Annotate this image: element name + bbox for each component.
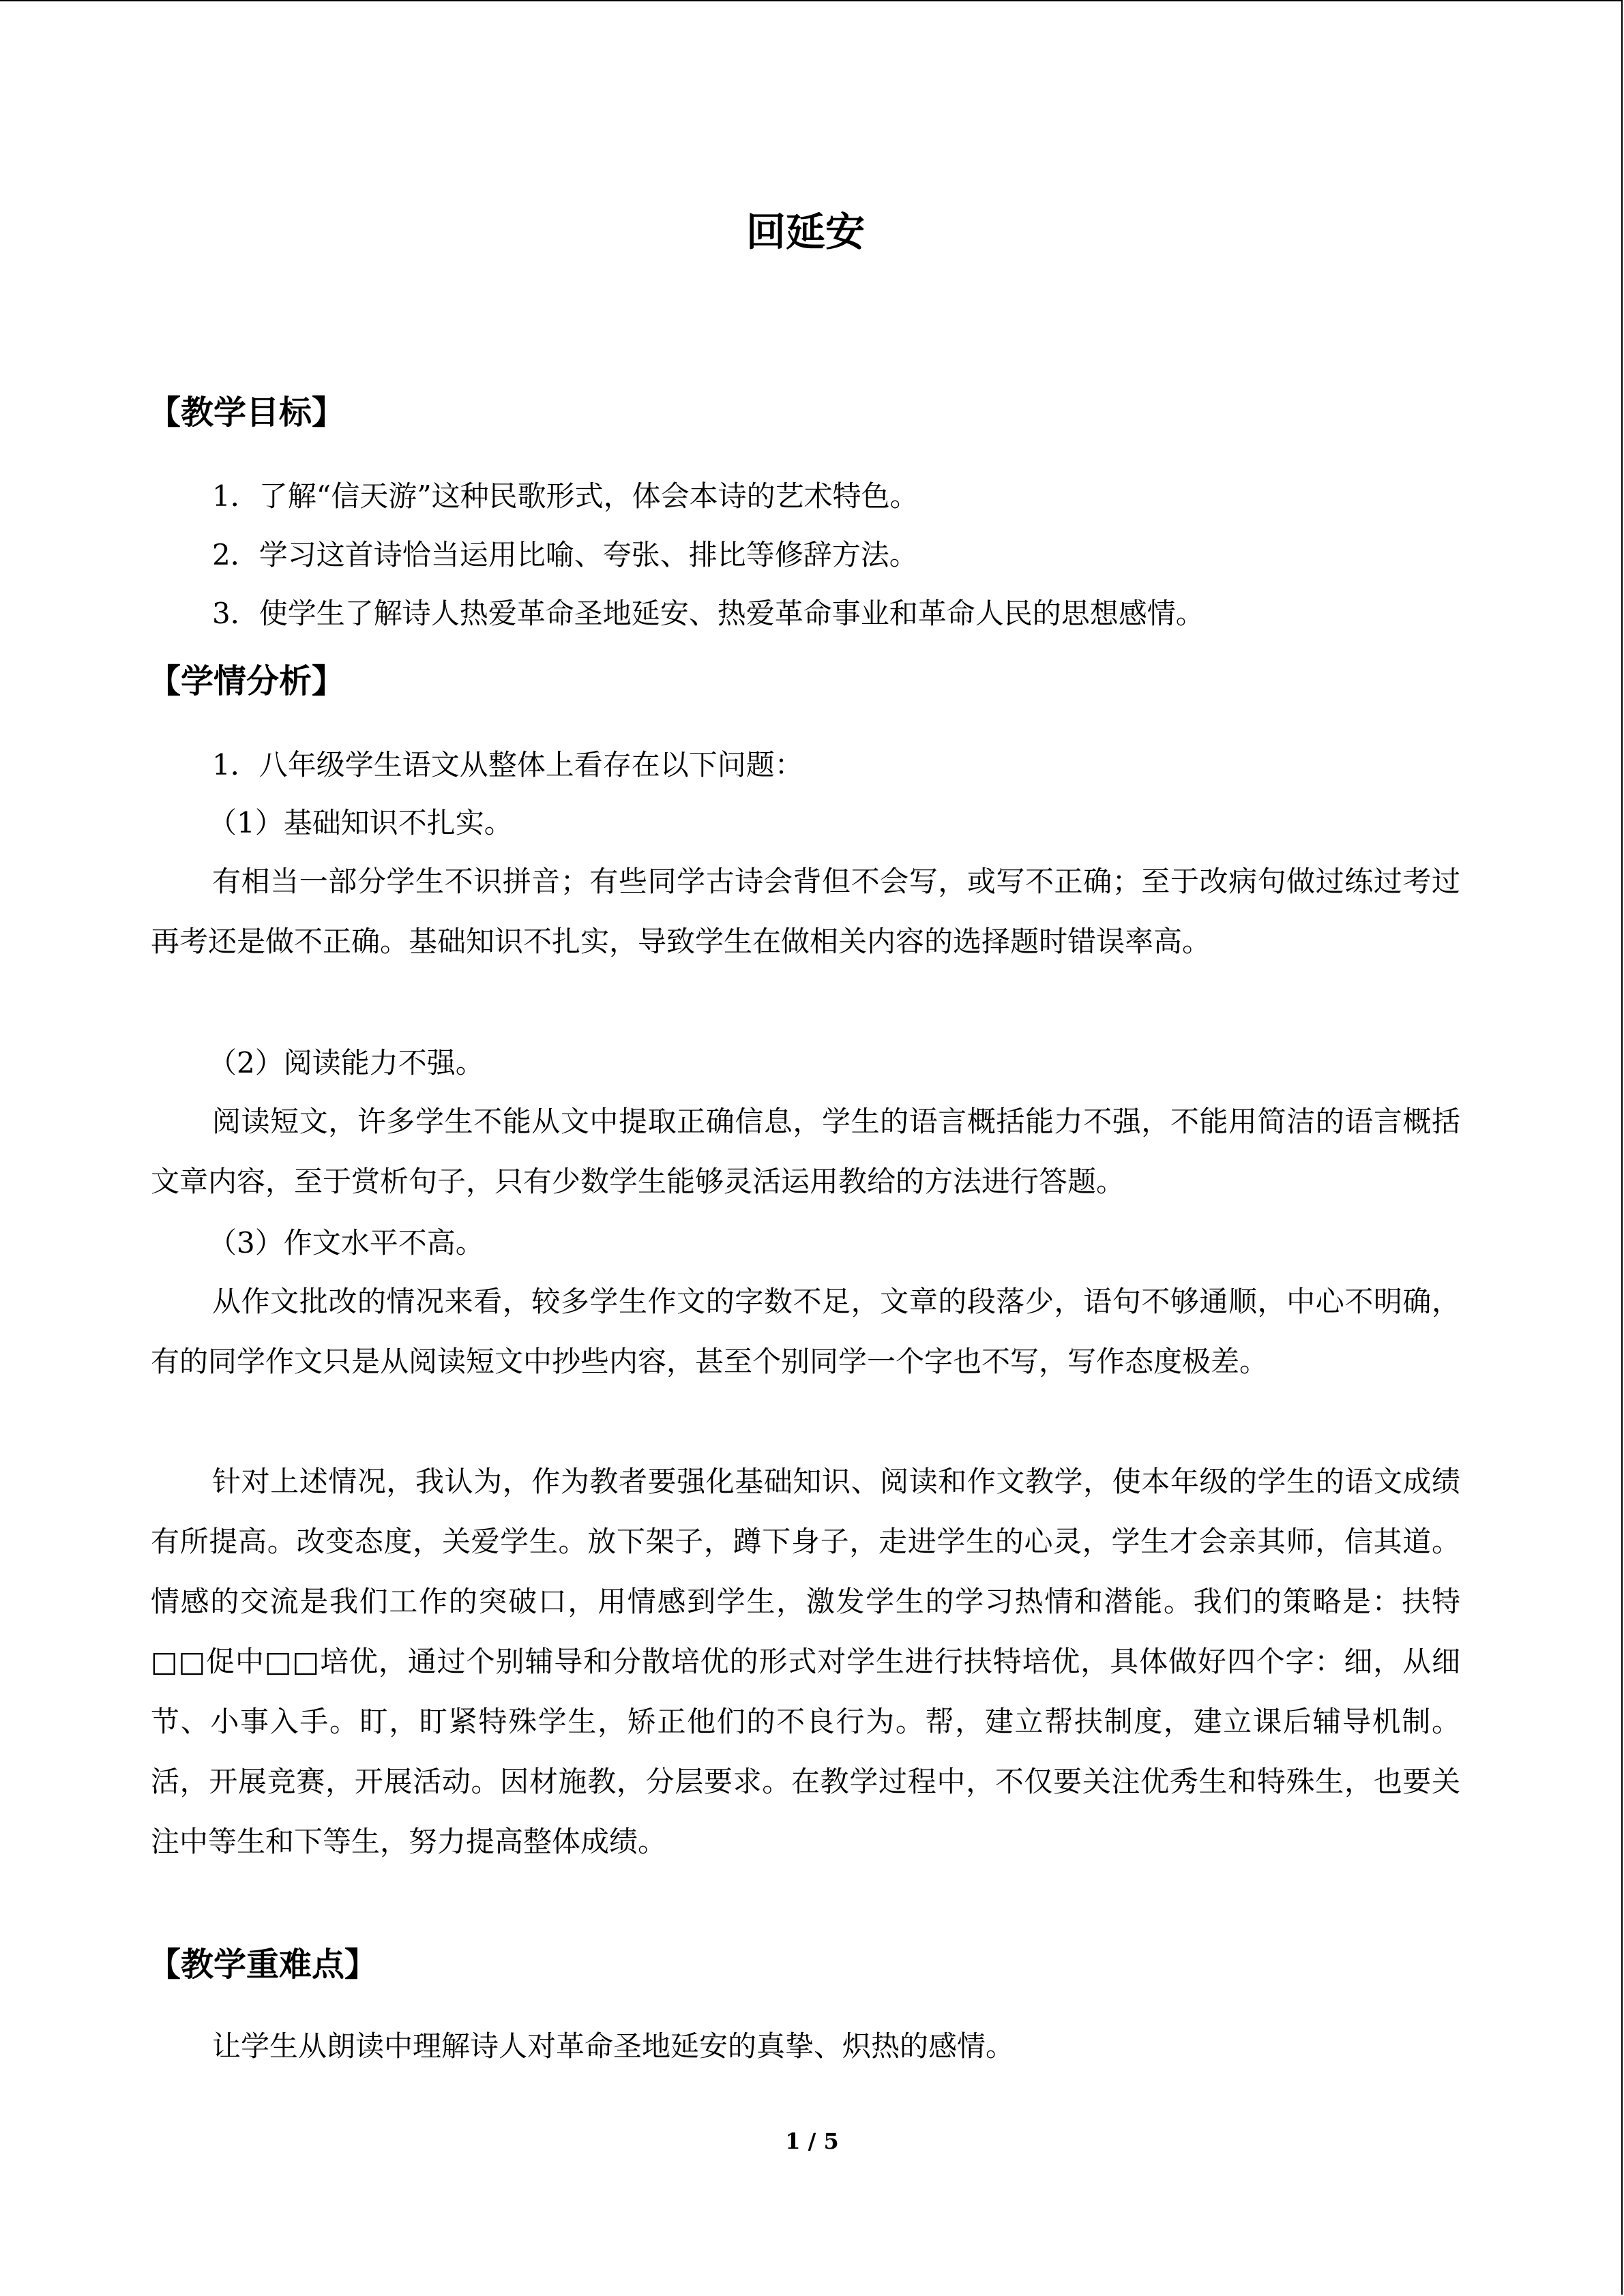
analysis-conclusion: 针对上述情况，我认为，作为教者要强化基础知识、阅读和作文教学，使本年级的学生的语文成绩有所提高。改变态度，关爱学生。放下架子，蹲下身子，走进学生的心灵，学生才会亲其师，信其道。情感的交流是我们工作的突破口，用情感到学生，激发学生的学习热情和潜能。我们的策略是：扶特□□促中□□培优，通过个别辅导和分散培优的形式对学生进行扶特培优，具体做好四个字：细，从细节、小事入手。盯，盯紧特殊学生，矫正他们的不良行为。帮，建立帮扶制度，建立课后辅导机制。活，开展竞赛，开展活动。因材施教，分层要求。在教学过程中，不仅要关注优秀生和特殊生，也要关注中等生和下等生，努力提高整体成绩。 [151, 1465, 1460, 1858]
key-points-text: 让学生从朗读中理解诗人对革命圣地延安的真挚、炽热的感情。 [212, 2029, 1015, 2063]
analysis-subtitle-2: （2）阅读能力不强。 [208, 1046, 484, 1079]
goal-item-2: 2．学习这首诗恰当运用比喻、夸张、排比等修辞方法。 [212, 538, 918, 571]
analysis-paragraph-3: 从作文批改的情况来看，较多学生作文的字数不足，文章的段落少，语句不够通顺，中心不明确，有的同学作文只是从阅读短文中抄些内容，甚至个别同学一个字也不写，写作态度极差。 [151, 1285, 1460, 1378]
analysis-paragraph-2: 阅读短文，许多学生不能从文中提取正确信息，学生的语言概括能力不强，不能用简洁的语言概括文章内容，至于赏析句子，只有少数学生能够灵活运用教给的方法进行答题。 [151, 1105, 1460, 1198]
analysis-intro: 1．八年级学生语文从整体上看存在以下问题： [212, 748, 803, 781]
document-title: 回延安 [745, 209, 865, 255]
heading-teaching-goals: 【教学目标】 [148, 393, 345, 432]
goal-item-1: 1．了解“信天游”这种民歌形式，体会本诗的艺术特色。 [212, 479, 919, 513]
analysis-subtitle-3: （3）作文水平不高。 [208, 1226, 484, 1259]
page-number: 1 / 5 [785, 2128, 839, 2154]
heading-student-analysis: 【学情分析】 [148, 662, 345, 700]
heading-key-points: 【教学重难点】 [148, 1945, 378, 1984]
analysis-subtitle-1: （1）基础知识不扎实。 [208, 806, 513, 839]
goal-item-3: 3．使学生了解诗人热爱革命圣地延安、热爱革命事业和革命人民的思想感情。 [212, 597, 1205, 630]
analysis-paragraph-1: 有相当一部分学生不识拼音；有些同学古诗会背但不会写，或写不正确；至于改病句做过练过考过再考还是做不正确。基础知识不扎实，导致学生在做相关内容的选择题时错误率高。 [151, 865, 1460, 958]
